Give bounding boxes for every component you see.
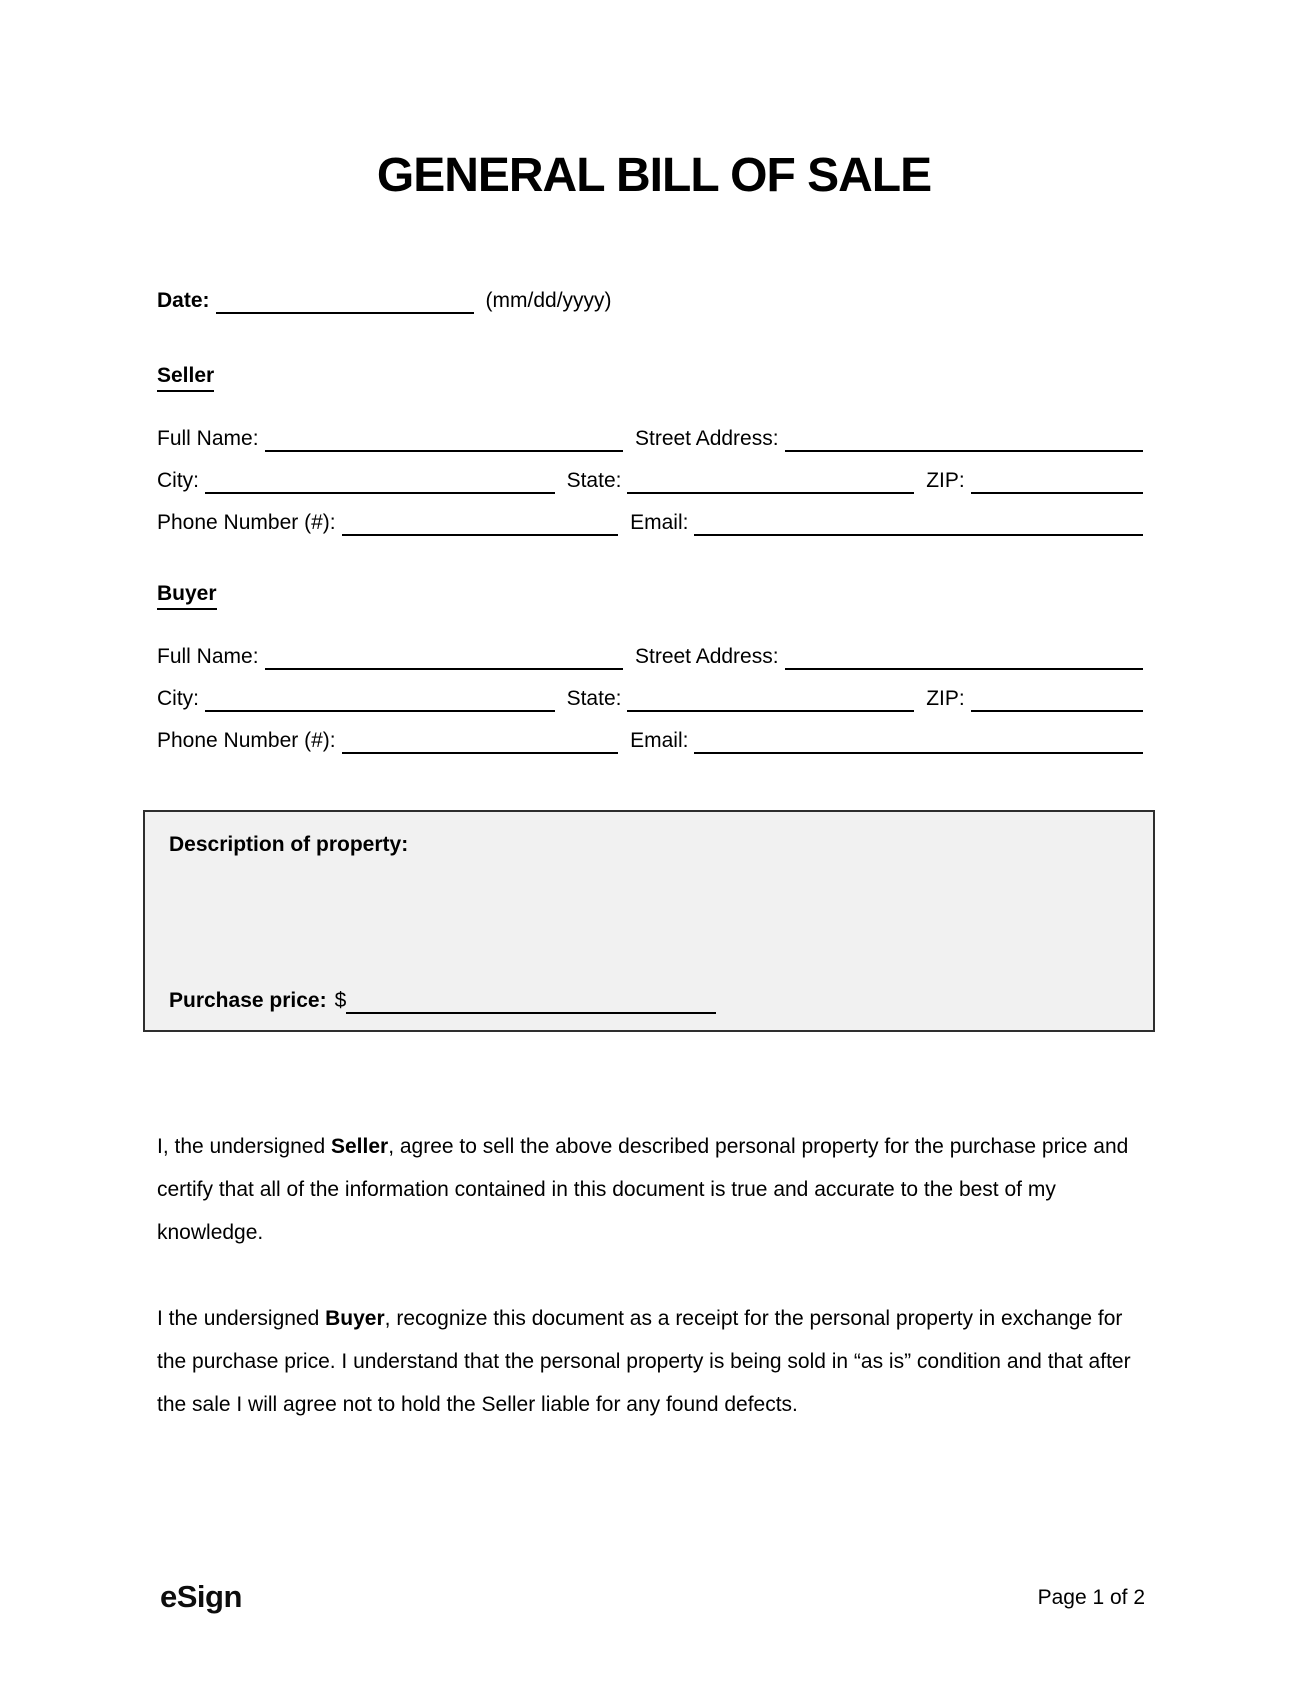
- buyer-clause-lead: I the undersigned: [157, 1307, 326, 1330]
- buyer-clause-body: , recognize this document as a receipt for the personal property in exchange for the purchase price. I understand that the personal property is being sold in “as is” condition and that after the sale I will agree not to hold the Seller liable for any found defects.: [157, 1307, 1131, 1416]
- purchase-price-line[interactable]: [346, 988, 716, 1014]
- buyer-agreement-paragraph: [157, 1297, 1143, 1426]
- buyer-zip-line[interactable]: [971, 686, 1143, 712]
- description-label: Description of property:: [169, 833, 409, 856]
- buyer-section: [157, 581, 1143, 754]
- seller-phone-line[interactable]: [342, 510, 619, 536]
- seller-full-name-line[interactable]: [265, 426, 623, 452]
- description-row: [169, 832, 1129, 858]
- seller-zip-line[interactable]: [971, 468, 1143, 494]
- date-format-hint: (mm/dd/yyyy): [485, 289, 612, 312]
- seller-section: [157, 363, 1143, 536]
- buyer-phone-email-row: [157, 728, 1143, 754]
- buyer-name-address-row: [157, 644, 1143, 670]
- buyer-city-label: City:: [157, 687, 199, 710]
- page-number-indicator: Page 1 of 2: [1037, 1586, 1145, 1609]
- purchase-price-label: Purchase price:: [169, 989, 327, 1012]
- seller-city-line[interactable]: [205, 468, 555, 494]
- buyer-email-line[interactable]: [694, 728, 1143, 754]
- seller-clause-party: Seller: [330, 1135, 389, 1158]
- buyer-phone-line[interactable]: [342, 728, 619, 754]
- buyer-street-address-label: Street Address:: [634, 645, 779, 668]
- seller-email-label: Email:: [630, 511, 689, 534]
- buyer-state-label: State:: [566, 687, 622, 710]
- buyer-city-line[interactable]: [205, 686, 555, 712]
- date-input-line[interactable]: [216, 288, 474, 314]
- seller-heading: Seller: [157, 363, 214, 392]
- purchase-price-row: [169, 988, 1129, 1014]
- seller-city-state-zip-row: [157, 468, 1143, 494]
- esign-logo: eSign: [160, 1579, 242, 1614]
- seller-street-address-line[interactable]: [785, 426, 1143, 452]
- property-description-box: [143, 810, 1155, 1032]
- page-footer: [160, 1580, 1145, 1614]
- seller-email-line[interactable]: [694, 510, 1143, 536]
- currency-symbol: $: [334, 989, 347, 1012]
- date-label: Date:: [157, 289, 210, 312]
- buyer-street-address-line[interactable]: [785, 644, 1143, 670]
- buyer-clause-party: Buyer: [325, 1307, 385, 1330]
- buyer-phone-label: Phone Number (#):: [157, 729, 336, 752]
- seller-state-line[interactable]: [627, 468, 914, 494]
- buyer-email-label: Email:: [630, 729, 689, 752]
- buyer-full-name-line[interactable]: [265, 644, 623, 670]
- seller-clause-lead: I, the undersigned: [157, 1135, 331, 1158]
- seller-city-label: City:: [157, 469, 199, 492]
- seller-name-address-row: [157, 426, 1143, 452]
- buyer-city-state-zip-row: [157, 686, 1143, 712]
- seller-street-address-label: Street Address:: [634, 427, 779, 450]
- page-title: GENERAL BILL OF SALE: [376, 149, 932, 202]
- seller-state-label: State:: [566, 469, 622, 492]
- seller-phone-label: Phone Number (#):: [157, 511, 336, 534]
- buyer-heading: Buyer: [157, 581, 217, 610]
- buyer-zip-label: ZIP:: [926, 687, 965, 710]
- seller-full-name-label: Full Name:: [157, 427, 259, 450]
- seller-phone-email-row: [157, 510, 1143, 536]
- seller-zip-label: ZIP:: [926, 469, 965, 492]
- buyer-state-line[interactable]: [627, 686, 914, 712]
- date-row: [157, 288, 1143, 314]
- buyer-full-name-label: Full Name:: [157, 645, 259, 668]
- seller-agreement-paragraph: [157, 1125, 1143, 1254]
- seller-clause-body: , agree to sell the above described personal property for the purchase price and certify that all of the information contained in this document is true and accurate to the best of my knowledge.: [157, 1135, 1129, 1244]
